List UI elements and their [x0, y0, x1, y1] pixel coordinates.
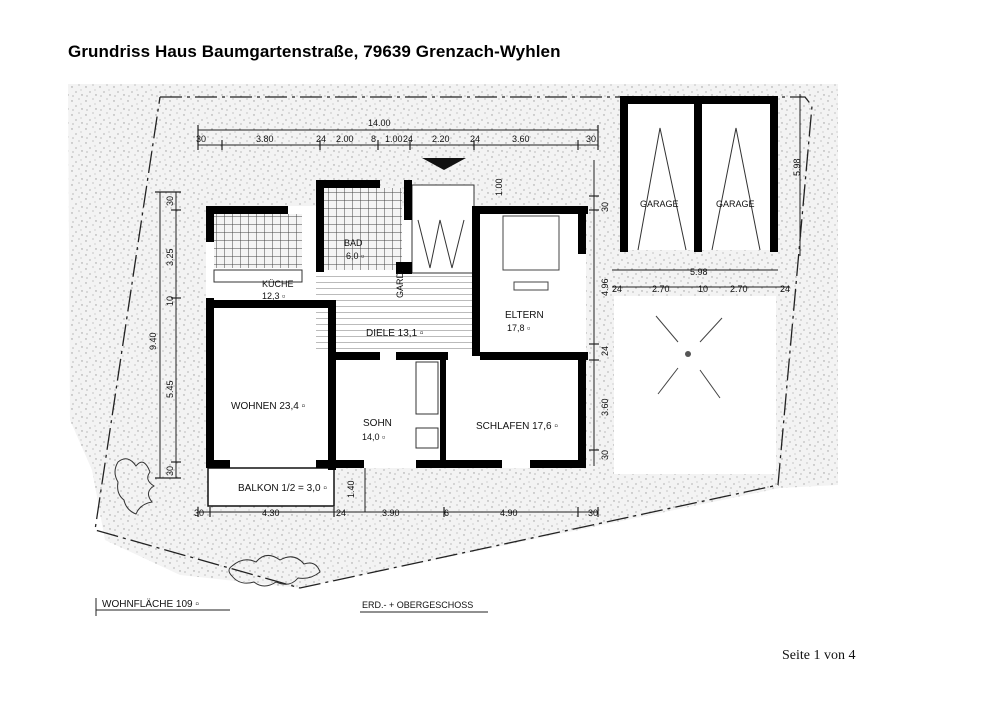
- dim-right-seg: 30: [600, 201, 610, 212]
- dim-left-seg: 30: [165, 465, 175, 476]
- kitchen-tiles: [214, 214, 302, 268]
- dim-bottom-seg: 6: [444, 508, 450, 518]
- dim-left-seg: 30: [165, 195, 175, 206]
- note-wohnflaeche: WOHNFLÄCHE 109 ▫: [102, 599, 199, 610]
- room-label-diele: DIELE 13,1 ▫: [366, 328, 424, 339]
- dim-top-total: 14.00: [368, 118, 391, 128]
- dim-top-seg: 3.80: [256, 134, 274, 144]
- dim-top-seg: 1.00: [385, 134, 403, 144]
- dim-bottom-seg: 24: [336, 508, 347, 518]
- dim-top-seg: 24: [316, 134, 327, 144]
- eltern-bed-pillow: [514, 282, 548, 290]
- room-label-gard: GARD.: [395, 269, 405, 298]
- note-geschoss: ERD.- + OBERGESCHOSS: [362, 600, 474, 610]
- room-area-sohn: 14,0 ▫: [362, 432, 386, 442]
- room-area-kueche: 12,3 ▫: [262, 291, 286, 301]
- dim-left-seg: 3.25: [165, 248, 175, 266]
- dim-right-seg: 3.60: [600, 398, 610, 416]
- dim-top-seg: 3.60: [512, 134, 530, 144]
- dim-top-seg: 24: [403, 134, 414, 144]
- room-label-wohnen: WOHNEN 23,4 ▫: [231, 401, 306, 412]
- dim-right-seg: 24: [600, 345, 610, 356]
- room-label-kueche: KÜCHE: [262, 279, 294, 289]
- room-area-bad: 6,0 ▫: [346, 251, 365, 261]
- dim-garage-seg: 2.70: [730, 284, 748, 294]
- dim-top-seg: 30: [196, 134, 207, 144]
- dim-bottom-seg: 30: [588, 508, 599, 518]
- stair-area: [412, 185, 474, 273]
- dim-garage-depth: 5.98: [792, 158, 802, 176]
- courtyard: [614, 296, 776, 474]
- dim-garage-seg: 2.70: [652, 284, 670, 294]
- dim-balcony-depth: 1.40: [346, 480, 356, 498]
- dim-right-seg: 30: [600, 449, 610, 460]
- dim-garage-seg: 24: [780, 284, 791, 294]
- dim-top-seg: 2.20: [432, 134, 450, 144]
- dim-bottom-seg: 4.90: [500, 508, 518, 518]
- document-title: Grundriss Haus Baumgartenstraße, 79639 Grenzach-Wyhlen: [68, 42, 561, 61]
- dim-right-seg: 1.00: [494, 178, 504, 196]
- dim-left-seg: 10: [165, 295, 175, 306]
- room-label-eltern: ELTERN: [505, 310, 544, 321]
- garages: [620, 96, 778, 252]
- dim-top-seg: 30: [586, 134, 597, 144]
- dim-garage-seg: 10: [698, 284, 709, 294]
- eltern-bed: [503, 216, 559, 270]
- dim-top-seg: 2.00: [336, 134, 354, 144]
- dim-top-seg: 8: [371, 134, 377, 144]
- dim-bottom-seg: 3.90: [382, 508, 400, 518]
- dim-left-total: 9.40: [148, 332, 158, 350]
- drain-icon: [685, 351, 691, 357]
- page-number: Seite 1 von 4: [782, 648, 856, 663]
- room-label-balkon: BALKON 1/2 = 3,0 ▫: [238, 483, 327, 494]
- sohn-wardrobe: [416, 362, 438, 414]
- room-label-garage-1: GARAGE: [640, 199, 679, 209]
- dim-top-seg: 24: [470, 134, 481, 144]
- dim-garage-seg: 24: [612, 284, 623, 294]
- room-label-garage-2: GARAGE: [716, 199, 755, 209]
- dim-bottom-seg: 4.30: [262, 508, 280, 518]
- room-label-schlafen: SCHLAFEN 17,6 ▫: [476, 421, 558, 432]
- room-label-sohn: SOHN: [363, 418, 392, 429]
- dim-right-seg: 4.96: [600, 278, 610, 296]
- room-label-bad: BAD: [344, 238, 363, 248]
- sohn-desk: [416, 428, 438, 448]
- dim-bottom-seg: 30: [194, 508, 205, 518]
- dim-garage-width: 5.98: [690, 267, 708, 277]
- dim-left-seg: 5.45: [165, 380, 175, 398]
- room-area-eltern: 17,8 ▫: [507, 323, 531, 333]
